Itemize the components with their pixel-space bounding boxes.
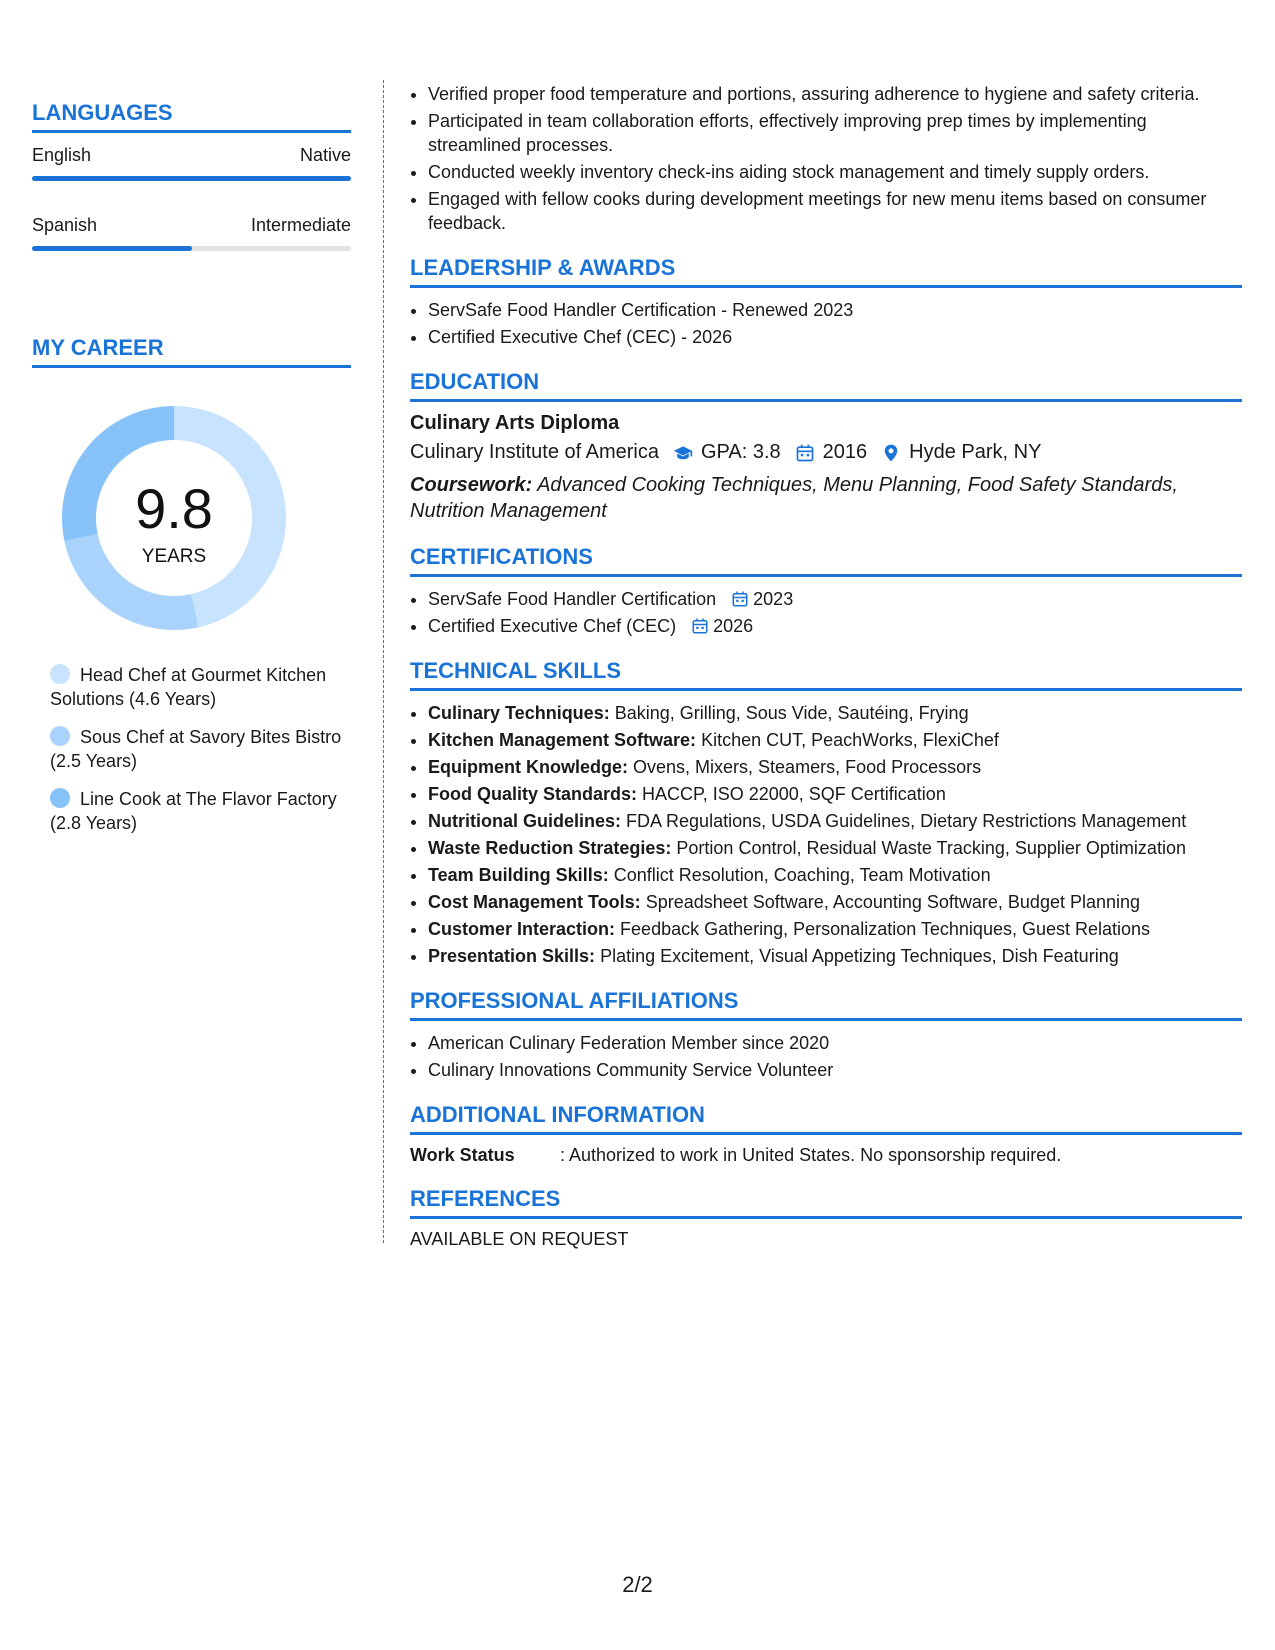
career-total-unit: YEARS bbox=[141, 546, 207, 567]
skill-label: Waste Reduction Strategies: bbox=[428, 838, 672, 858]
career-section bbox=[32, 335, 351, 835]
skill-value: Ovens, Mixers, Steamers, Food Processors bbox=[633, 757, 982, 777]
skill-label: Cost Management Tools: bbox=[428, 892, 641, 912]
list-item: • Culinary Innovations Community Service Volunteer bbox=[428, 1058, 1242, 1082]
language-proficiency-bar bbox=[32, 246, 351, 251]
education-location: Hyde Park, NY bbox=[909, 441, 1042, 463]
references-title: REFERENCES bbox=[410, 1186, 1242, 1219]
list-item: • Engaged with fellow cooks during development meetings for new menu items based on consumer feedback. bbox=[428, 187, 1242, 235]
main-column bbox=[410, 80, 1242, 1250]
map-pin-icon bbox=[881, 443, 901, 463]
legend-label: Sous Chef at Savory Bites Bistro (2.5 Years) bbox=[50, 727, 342, 771]
list-item bbox=[428, 809, 1242, 833]
certifications-list bbox=[410, 587, 1242, 638]
list-item bbox=[428, 755, 1242, 779]
legend-dot bbox=[50, 726, 70, 746]
education-title: EDUCATION bbox=[410, 369, 1242, 402]
skills-list bbox=[410, 701, 1242, 968]
skill-value: Feedback Gathering, Personalization Techniques, Guest Relations bbox=[620, 919, 1151, 939]
education-details bbox=[410, 441, 1242, 464]
references-text: AVAILABLE ON REQUEST bbox=[410, 1229, 629, 1249]
leadership-list bbox=[410, 298, 1242, 349]
list-item bbox=[428, 863, 1242, 887]
list-item bbox=[428, 836, 1242, 860]
legend-label: Line Cook at The Flavor Factory (2.8 Years) bbox=[50, 789, 337, 833]
additional-info-title: ADDITIONAL INFORMATION bbox=[410, 1102, 1242, 1135]
sidebar bbox=[32, 100, 351, 849]
list-item: • ServSafe Food Handler Certification - Renewed 2023 bbox=[428, 298, 1242, 322]
legend-item bbox=[50, 787, 351, 835]
legend-item bbox=[50, 663, 351, 711]
skill-label: Culinary Techniques: bbox=[428, 703, 610, 723]
skill-label: Kitchen Management Software: bbox=[428, 730, 697, 750]
experience-bullets bbox=[410, 82, 1242, 235]
career-title: MY CAREER bbox=[32, 335, 351, 368]
list-item bbox=[428, 917, 1242, 941]
work-status-label: Work Status bbox=[410, 1145, 515, 1165]
languages-title: LANGUAGES bbox=[32, 100, 351, 133]
education-coursework bbox=[410, 472, 1242, 524]
career-donut-svg bbox=[54, 398, 294, 638]
language-name: Spanish bbox=[32, 215, 98, 235]
list-item: • Certified Executive Chef (CEC) - 2026 bbox=[428, 325, 1242, 349]
page-number: 2/2 bbox=[622, 1572, 653, 1597]
graduation-cap-icon bbox=[673, 443, 693, 463]
career-legend bbox=[50, 663, 351, 835]
calendar-icon bbox=[731, 590, 749, 608]
calendar-icon bbox=[691, 617, 709, 635]
list-item: • American Culinary Federation Member since 2020 bbox=[428, 1031, 1242, 1055]
coursework-label: Coursework: bbox=[410, 474, 533, 496]
skill-value: Kitchen CUT, PeachWorks, FlexiChef bbox=[701, 730, 999, 750]
legend-label: Head Chef at Gourmet Kitchen Solutions (4.6 Years) bbox=[50, 665, 327, 709]
skill-value: FDA Regulations, USDA Guidelines, Dietary Restrictions Management bbox=[626, 811, 1187, 831]
skill-value: Baking, Grilling, Sous Vide, Sautéing, Frying bbox=[614, 703, 969, 723]
language-level: Intermediate bbox=[250, 215, 351, 235]
skill-label: Team Building Skills: bbox=[428, 865, 609, 885]
affiliations-list bbox=[410, 1031, 1242, 1082]
skill-value: Plating Excitement, Visual Appetizing Techniques, Dish Featuring bbox=[600, 946, 1119, 966]
certifications-title: CERTIFICATIONS bbox=[410, 544, 1242, 577]
coursework-text: Advanced Cooking Techniques, Menu Planning, Food Safety Standards, Nutrition Management bbox=[410, 474, 1178, 522]
list-item bbox=[428, 944, 1242, 968]
column-divider bbox=[383, 80, 384, 1243]
skill-label: Food Quality Standards: bbox=[428, 784, 638, 804]
list-item: • Conducted weekly inventory check-ins aiding stock management and timely supply orders. bbox=[428, 160, 1242, 184]
list-item bbox=[428, 614, 1242, 638]
education-school: Culinary Institute of America bbox=[410, 441, 659, 463]
list-item bbox=[428, 587, 1242, 611]
cert-date: 2023 bbox=[753, 589, 794, 609]
cert-name: ServSafe Food Handler Certification bbox=[428, 589, 717, 609]
language-item-english bbox=[32, 145, 351, 181]
language-proficiency-bar bbox=[32, 176, 351, 181]
education-year: 2016 bbox=[822, 441, 868, 463]
list-item bbox=[428, 890, 1242, 914]
list-item: • Participated in team collaboration efforts, effectively improving prep times by implementing streamlined processes. bbox=[428, 109, 1242, 157]
career-donut-chart bbox=[54, 398, 294, 643]
leadership-title: LEADERSHIP & AWARDS bbox=[410, 255, 1242, 288]
work-status-row bbox=[410, 1145, 1242, 1166]
list-item: • Verified proper food temperature and portions, assuring adherence to hygiene and safety criteria. bbox=[428, 82, 1242, 106]
skill-label: Equipment Knowledge: bbox=[428, 757, 628, 777]
cert-name: Certified Executive Chef (CEC) bbox=[428, 616, 677, 636]
skill-value: Portion Control, Residual Waste Tracking, Supplier Optimization bbox=[676, 838, 1186, 858]
list-item bbox=[428, 782, 1242, 806]
education-gpa: GPA: 3.8 bbox=[701, 441, 781, 463]
legend-item bbox=[50, 725, 351, 773]
affiliations-title: PROFESSIONAL AFFILIATIONS bbox=[410, 988, 1242, 1021]
list-item bbox=[428, 728, 1242, 752]
skill-label: Nutritional Guidelines: bbox=[428, 811, 622, 831]
skills-title: TECHNICAL SKILLS bbox=[410, 658, 1242, 691]
skill-value: Conflict Resolution, Coaching, Team Motivation bbox=[613, 865, 991, 885]
language-proficiency-fill bbox=[32, 176, 351, 181]
career-total-years: 9.8 bbox=[135, 477, 213, 540]
skill-value: Spreadsheet Software, Accounting Software, Budget Planning bbox=[645, 892, 1141, 912]
calendar-icon bbox=[795, 443, 815, 463]
skill-value: HACCP, ISO 22000, SQF Certification bbox=[642, 784, 946, 804]
work-status-value: : Authorized to work in United States. No sponsorship required. bbox=[560, 1145, 1062, 1165]
language-level: Native bbox=[299, 145, 351, 165]
legend-dot bbox=[50, 788, 70, 808]
language-name: English bbox=[32, 145, 92, 165]
legend-dot bbox=[50, 664, 70, 684]
education-degree: Culinary Arts Diploma bbox=[410, 412, 620, 434]
cert-date: 2026 bbox=[713, 616, 754, 636]
language-item-spanish bbox=[32, 215, 351, 251]
list-item bbox=[428, 701, 1242, 725]
language-proficiency-fill bbox=[32, 246, 192, 251]
skill-label: Customer Interaction: bbox=[428, 919, 616, 939]
skill-label: Presentation Skills: bbox=[428, 946, 596, 966]
